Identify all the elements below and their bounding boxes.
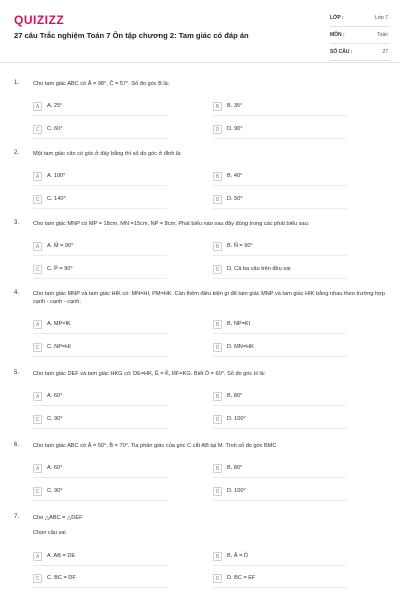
question-text: Cho tam giác ABC có Â = 98°, Ĉ = 57°. Số đo góc B là: xyxy=(33,81,170,87)
meta-value: Lớp 7 xyxy=(374,15,388,21)
option-letter-box: C xyxy=(33,343,42,352)
option-letter-box: B xyxy=(213,242,222,251)
option-underline xyxy=(33,208,167,209)
option-underline xyxy=(33,278,167,279)
option-underline xyxy=(33,115,167,116)
option-underline xyxy=(213,278,347,279)
option-label: A. 100° xyxy=(47,173,66,179)
meta-row-count xyxy=(330,46,390,61)
option-underline xyxy=(33,185,167,186)
option-underline xyxy=(213,587,347,588)
meta-key: MÔN : xyxy=(330,32,345,38)
option-underline xyxy=(33,500,167,501)
option-letter-box: C xyxy=(33,125,42,134)
option-label: B. 40° xyxy=(227,173,243,179)
option-label: C. 90° xyxy=(47,416,63,422)
option-underline xyxy=(33,477,167,478)
option-label: D. 100° xyxy=(227,416,246,422)
meta-key: SỐ CÂU : xyxy=(330,49,353,55)
option-label: C. 60° xyxy=(47,126,63,132)
option-letter-box: D xyxy=(213,487,222,496)
worksheet-meta xyxy=(330,12,390,63)
option-letter-box: C xyxy=(33,487,42,496)
option-underline xyxy=(213,356,347,357)
question-number: 6. xyxy=(14,442,20,448)
option-letter-box: A xyxy=(33,464,42,473)
question-subtext: Chọn câu sai xyxy=(33,530,66,536)
option-label: B. NP=KI xyxy=(227,321,251,327)
meta-value: 27 xyxy=(382,49,388,55)
option-letter-box: A xyxy=(33,242,42,251)
option-underline xyxy=(213,477,347,478)
option-underline xyxy=(33,255,167,256)
option-label: A. 25° xyxy=(47,103,63,109)
option-label: A. 60° xyxy=(47,465,63,471)
option-label: B. 35° xyxy=(227,103,243,109)
option-letter-box: B xyxy=(213,464,222,473)
option-underline xyxy=(33,356,167,357)
option-letter-box: D xyxy=(213,574,222,583)
question-number: 2. xyxy=(14,150,20,156)
option-underline xyxy=(213,208,347,209)
option-letter-box: D xyxy=(213,195,222,204)
option-underline xyxy=(213,138,347,139)
option-letter-box: D xyxy=(213,343,222,352)
option-label: A. AB = DE xyxy=(47,553,76,559)
option-underline xyxy=(213,405,347,406)
quizizz-logo: QUIZIZZ xyxy=(14,13,65,27)
option-underline xyxy=(213,333,347,334)
option-letter-box: B xyxy=(213,552,222,561)
option-underline xyxy=(213,115,347,116)
option-underline xyxy=(213,565,347,566)
question-text: Cho tam giác MNP có MP = 18cm, MN =15cm, NP = 8cm. Phát biểu nào sau đây đúng trong các phát biểu sau: xyxy=(33,221,310,227)
option-underline xyxy=(33,333,167,334)
option-letter-box: C xyxy=(33,195,42,204)
question-number: 1. xyxy=(14,80,20,86)
option-underline xyxy=(213,185,347,186)
question-text: Cho tam giác ABC có Â = 50°, B̂ = 70°. Tia phân giác của góc C cắt AB tại M. Tính số đo góc BMC xyxy=(33,443,277,449)
option-label: D. MN=HK xyxy=(227,344,254,350)
question-text: Cho △ABC = △DEF xyxy=(33,515,83,521)
option-letter-box: A xyxy=(33,172,42,181)
option-label: C. BC = DF xyxy=(47,575,76,581)
option-label: C. 90° xyxy=(47,488,63,494)
option-letter-box: D xyxy=(213,125,222,134)
option-label: D. 100° xyxy=(227,488,246,494)
option-underline xyxy=(33,428,167,429)
option-letter-box: A xyxy=(33,392,42,401)
option-letter-box: B xyxy=(213,102,222,111)
option-letter-box: A xyxy=(33,552,42,561)
option-label: D. Cả ba câu trên đều sai xyxy=(227,266,291,272)
question-number: 4. xyxy=(14,290,20,296)
option-underline xyxy=(213,255,347,256)
meta-row-subject xyxy=(330,29,390,44)
option-label: D. BC = EF xyxy=(227,575,256,581)
option-label: C. 140° xyxy=(47,196,66,202)
option-letter-box: A xyxy=(33,102,42,111)
option-letter-box: B xyxy=(213,320,222,329)
option-underline xyxy=(33,587,167,588)
option-label: C. P̂ = 90° xyxy=(47,266,73,272)
option-label: A. 60° xyxy=(47,393,63,399)
option-letter-box: C xyxy=(33,574,42,583)
option-underline xyxy=(213,428,347,429)
question-text: Một tam giác cân có góc ở đáy bằng thì số đo góc ở đỉnh là: xyxy=(33,151,182,157)
worksheet-header xyxy=(0,0,400,63)
meta-row-class xyxy=(330,12,390,27)
question-number: 7. xyxy=(14,514,20,520)
option-underline xyxy=(213,500,347,501)
option-label: B. Â = D̂ xyxy=(227,553,248,559)
option-label: D. 50° xyxy=(227,196,243,202)
worksheet-title: 27 câu Trắc nghiệm Toán 7 Ôn tập chương 2: Tam giác có đáp án xyxy=(14,31,249,40)
option-letter-box: B xyxy=(213,172,222,181)
question-text: Cho tam giác DEF và tam giác HKG có: DE=HK, Ê = K̂, RF=KG. Biết D̂ = 60°. Số đo góc H là: xyxy=(33,371,266,377)
option-letter-box: B xyxy=(213,392,222,401)
option-letter-box: D xyxy=(213,415,222,424)
option-underline xyxy=(33,405,167,406)
option-label: B. 80° xyxy=(227,393,243,399)
option-underline xyxy=(33,565,167,566)
option-letter-box: D xyxy=(213,265,222,274)
option-label: D. 90° xyxy=(227,126,243,132)
option-label: B. 80° xyxy=(227,465,243,471)
option-letter-box: A xyxy=(33,320,42,329)
meta-value: Toán xyxy=(377,32,388,38)
option-letter-box: C xyxy=(33,415,42,424)
option-label: B. N̂ = 90° xyxy=(227,243,253,249)
option-label: A. M̂ = 90° xyxy=(47,243,74,249)
question-number: 5. xyxy=(14,370,20,376)
option-label: C. NP=HI xyxy=(47,344,71,350)
option-letter-box: C xyxy=(33,265,42,274)
meta-key: LỚP : xyxy=(330,15,344,21)
option-label: A. MP=IK xyxy=(47,321,71,327)
question-text: Cho tam giác MNP và tam giác HIK có: MN=HI, PM=HK. Cần thêm điều kiện gì để tam giác MNP và tam giác HIK bằng nhau theo trường hợp cạnh - cạnh - cạnh: xyxy=(33,291,385,305)
option-underline xyxy=(33,138,167,139)
question-number: 3. xyxy=(14,220,20,226)
